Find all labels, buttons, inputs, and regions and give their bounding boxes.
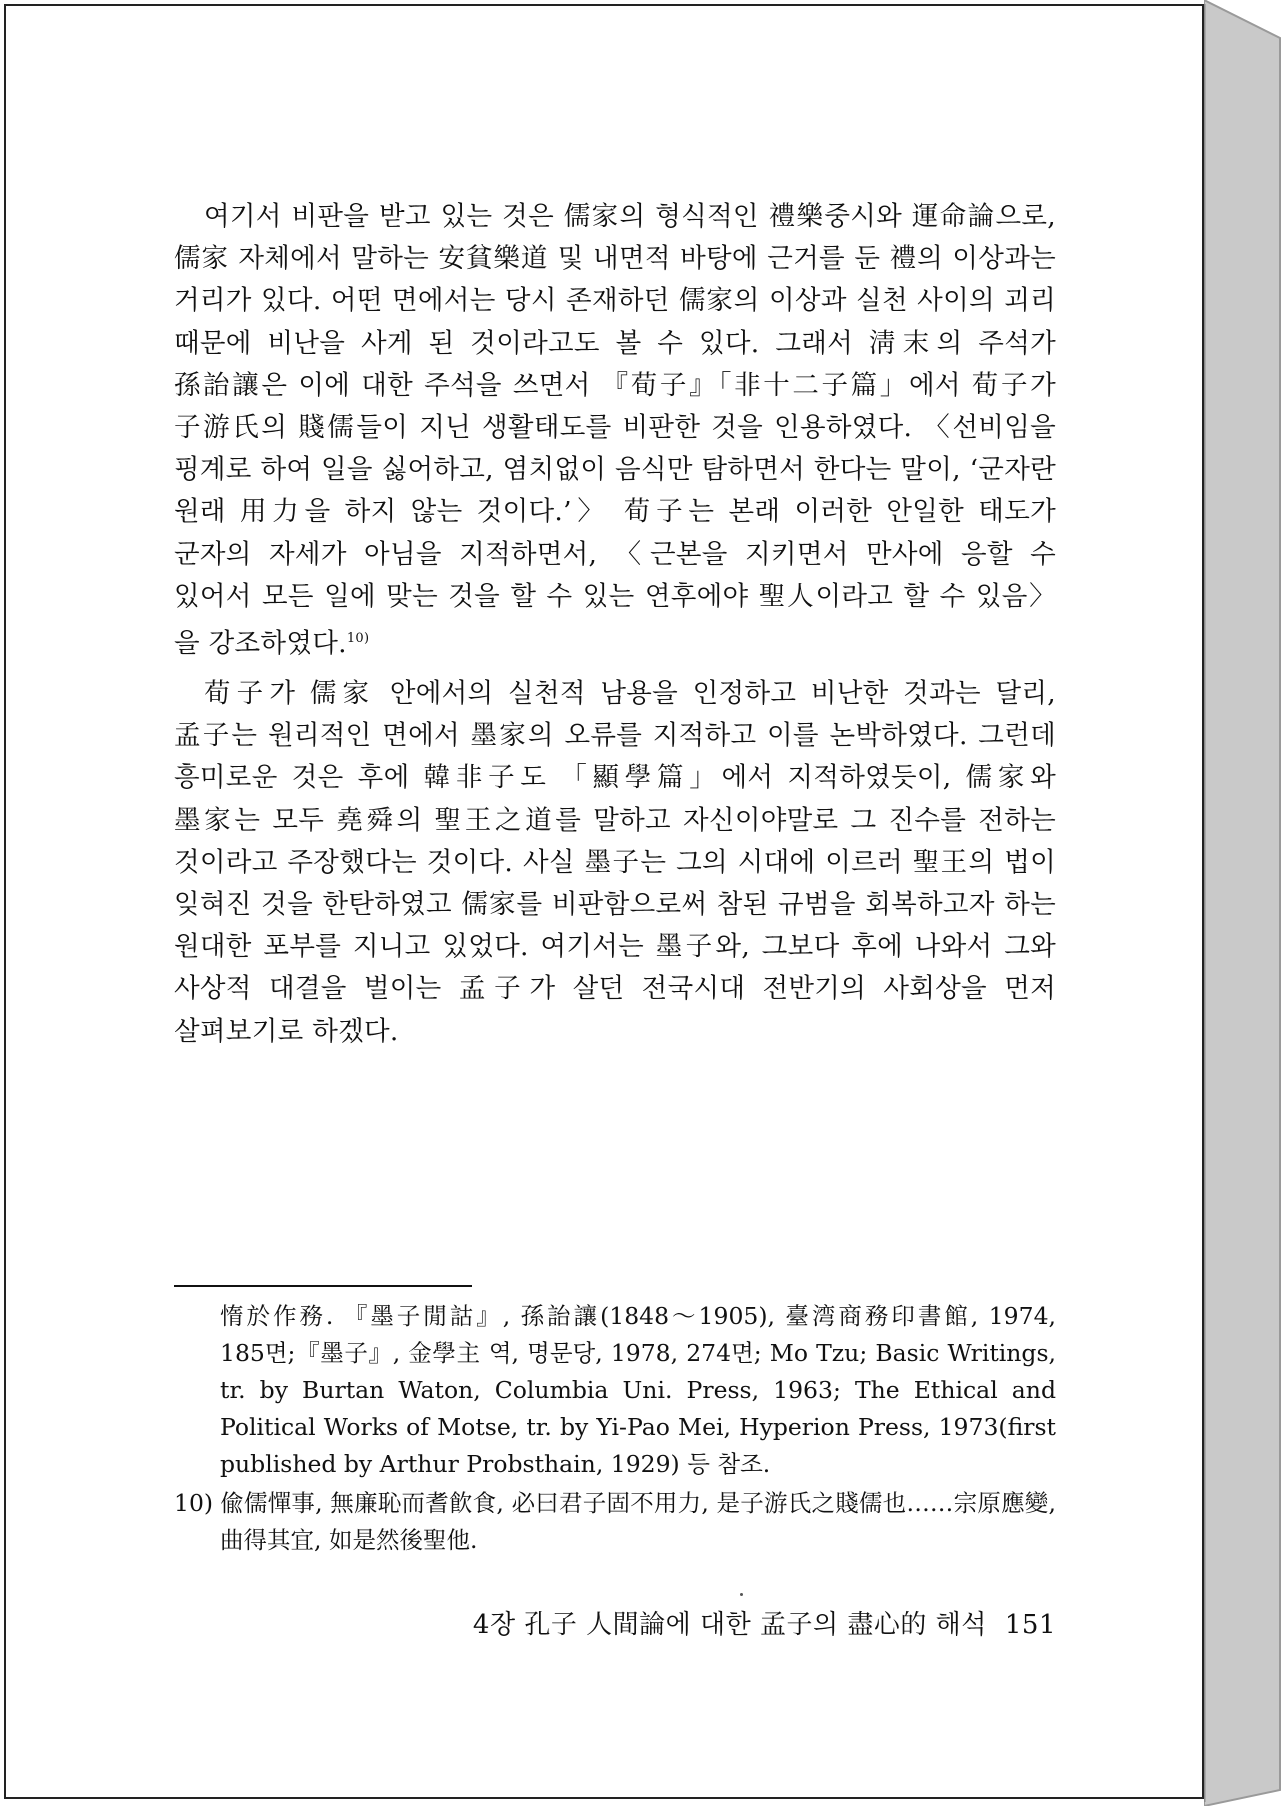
paragraph [174,196,1056,665]
footnotes [174,1298,1056,1559]
page-number: 151 [1004,1610,1056,1640]
footnote-10 [174,1485,1056,1559]
running-footer-title: 4장 孔子 人間論에 대한 孟子의 盡心的 해석 [472,1610,987,1640]
book-page [4,4,1204,1799]
book-spine-shadow [1204,0,1282,1806]
footnote-number: 10) [174,1489,214,1517]
print-speck [740,1593,743,1596]
paragraph-text: 여기서 비판을 받고 있는 것은 儒家의 형식적인 禮樂중시와 運命論으로, 儒家 자체에서 말하는 安貧樂道 및 내면적 바탕에 근거를 둔 禮의 이상과는 거리가 있다. 어떤 면에서는 당시 존재하던 儒家의 이상과 실천 사이의 괴리 때문에 비난을 사게 된 것이라고도 볼 수 있다. 그래서 淸末의 주석가 孫詒讓은 이에 대한 주석을 쓰면서 『荀子』「非十二子篇」에서 荀子가 子游氏의 賤儒들이 지닌 생활태도를 비판한 것을 인용하였다. 〈선비임을 핑계로 하여 일을 싫어하고, 염치없이 음식만 탐하면서 한다는 말이, ‘군자란 원래 用力을 하지 않는 것이다.’〉 荀子는 본래 이러한 안일한 태도가 군자의 자세가 아님을 지적하면서, 〈근본을 지키면서 만사에 응할 수 있어서 모든 일에 맞는 것을 할 수 있는 연후에야 聖人이라고 할 수 있음〉을 강조하였다. [174,201,1056,659]
paragraph: 荀子가 儒家 안에서의 실천적 남용을 인정하고 비난한 것과는 달리, 孟子는 원리적인 면에서 墨家의 오류를 지적하고 이를 논박하였다. 그런데 흥미로운 것은 후에 韓非子도 「顯學篇」에서 지적하였듯이, 儒家와 墨家는 모두 堯舜의 聖王之道를 말하고 자신이야말로 그 진수를 전하는 것이라고 주장했다는 것이다. 사실 墨子는 그의 시대에 이르러 聖王의 법이 잊혀진 것을 한탄하였고 儒家를 비판함으로써 참된 규범을 회복하고자 하는 원대한 포부를 지니고 있었다. 여기서는 墨子와, 그보다 후에 나와서 그와 사상적 대결을 벌이는 孟子가 살던 전국시대 전반기의 사회상을 먼저 살펴보기로 하겠다. [174,678,1056,1047]
running-footer [456,1604,1056,1641]
body-text [174,196,1056,1053]
footnote-text: 偸儒憚事, 無廉恥而耆飮食, 必曰君子固不用力, 是子游氏之賤儒也……宗原應變, 曲得其宜, 如是然後聖他. [220,1489,1056,1554]
footnote-continuation: 惰於作務. 『墨子閒詁』, 孫詒讓(1848～1905), 臺湾商務印書館, 1974, 185면;『墨子』, 金學主 역, 명문당, 1978, 274면; Mo Tzu; Basic Writings, tr. by Burtan Waton, Columbia Uni. Press, 1963; The Ethical and Political Works of Motse, tr. by Yi-Pao Mei, Hyperion Press, 1973(first published by Arthur Probsthain, 1929) 등 참조. [220,1302,1056,1478]
footnote-reference: 10) [346,631,370,647]
footnote-divider [174,1285,472,1287]
